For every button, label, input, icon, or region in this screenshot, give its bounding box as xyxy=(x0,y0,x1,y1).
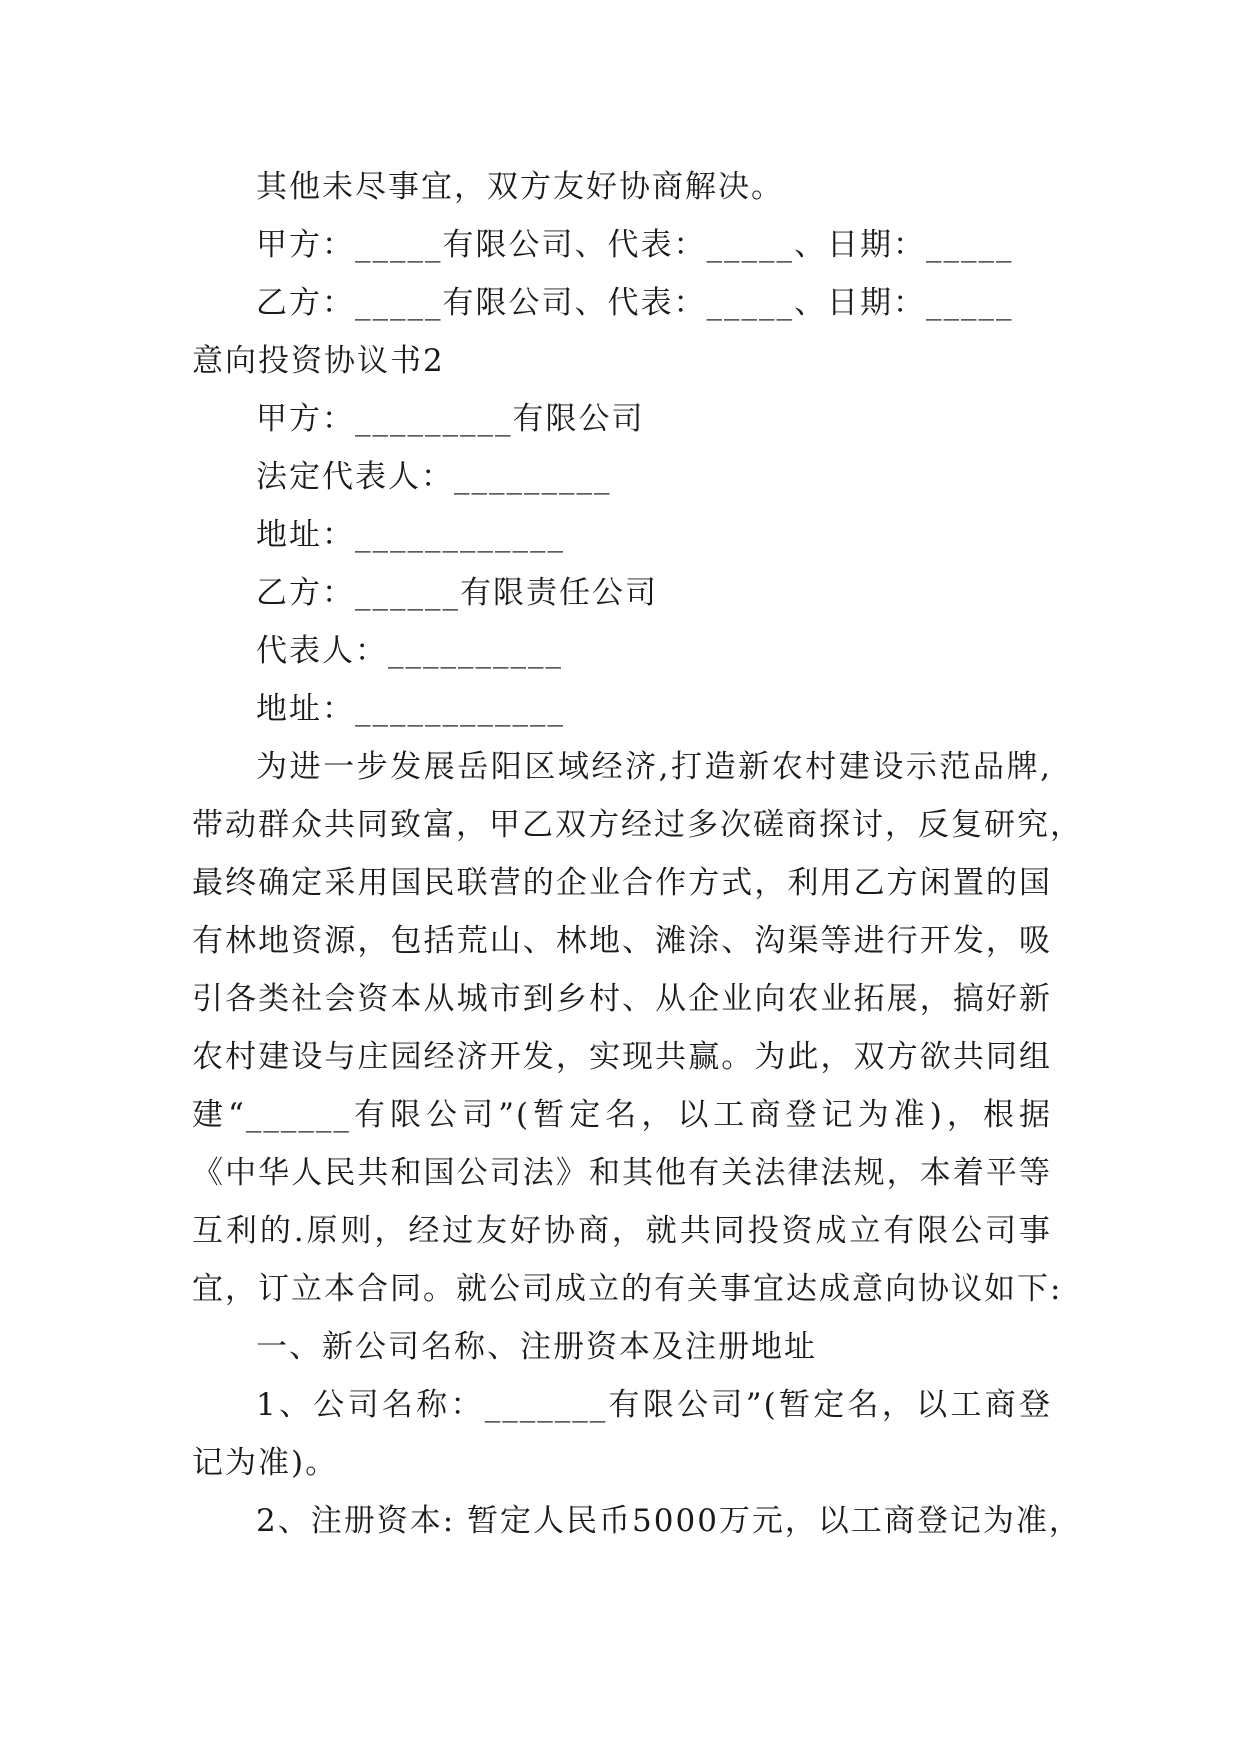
party-b-representative: 代表人：__________ xyxy=(256,633,563,669)
intro-line: 宜，订立本合同。就公司成立的有关事宜达成意向协议如下: xyxy=(192,1271,1063,1307)
party-a-signature-line: 甲方：_____有限公司、代表：_____、日期：_____ xyxy=(256,227,1014,263)
party-b-signature-line: 乙方：_____有限公司、代表：_____、日期：_____ xyxy=(256,285,1014,321)
intro-line: 建“______有限公司”(暂定名，以工商登记为准)，根据 xyxy=(192,1097,1052,1133)
intro-line: 有林地资源，包括荒山、林地、滩涂、沟渠等进行开发，吸 xyxy=(192,923,1052,959)
party-b-address: 地址：____________ xyxy=(256,691,565,727)
intro-line: 最终确定采用国民联营的企业合作方式，利用乙方闲置的国 xyxy=(192,865,1052,901)
item-1-company-name: 1、公司名称：_______有限公司”(暂定名，以工商登 xyxy=(256,1387,1052,1423)
document-title: 意向投资协议书2 xyxy=(192,343,445,379)
party-a-name: 甲方：_________有限公司 xyxy=(256,401,645,437)
party-a-legal-representative: 法定代表人：_________ xyxy=(256,459,612,495)
intro-line: 互利的.原则，经过友好协商，就共同投资成立有限公司事 xyxy=(192,1213,1052,1249)
party-a-address: 地址：____________ xyxy=(256,517,565,553)
intro-line: 引各类社会资本从城市到乡村、从企业向农业拓展，搞好新 xyxy=(192,981,1052,1017)
party-b-name: 乙方：______有限责任公司 xyxy=(256,575,658,611)
intro-paragraph xyxy=(192,738,1083,1318)
document-body xyxy=(192,158,1083,1550)
item-2-registered-capital: 2、注册资本: 暂定人民币5000万元，以工商登记为准， xyxy=(256,1503,1082,1539)
intro-line: 《中华人民共和国公司法》和其他有关法律法规，本着平等 xyxy=(192,1155,1052,1191)
item-1-continuation: 记为准)。 xyxy=(192,1445,339,1481)
section-1-heading: 一、新公司名称、注册资本及注册地址 xyxy=(256,1329,817,1365)
intro-line: 为进一步发展岳阳区域经济,打造新农村建设示范品牌, xyxy=(256,749,1052,785)
closing-clause: 其他未尽事宜，双方友好协商解决。 xyxy=(256,169,784,205)
intro-line: 带动群众共同致富，甲乙双方经过多次磋商探讨，反复研究， xyxy=(192,807,1083,843)
intro-line: 农村建设与庄园经济开发，实现共赢。为此，双方欲共同组 xyxy=(192,1039,1052,1075)
